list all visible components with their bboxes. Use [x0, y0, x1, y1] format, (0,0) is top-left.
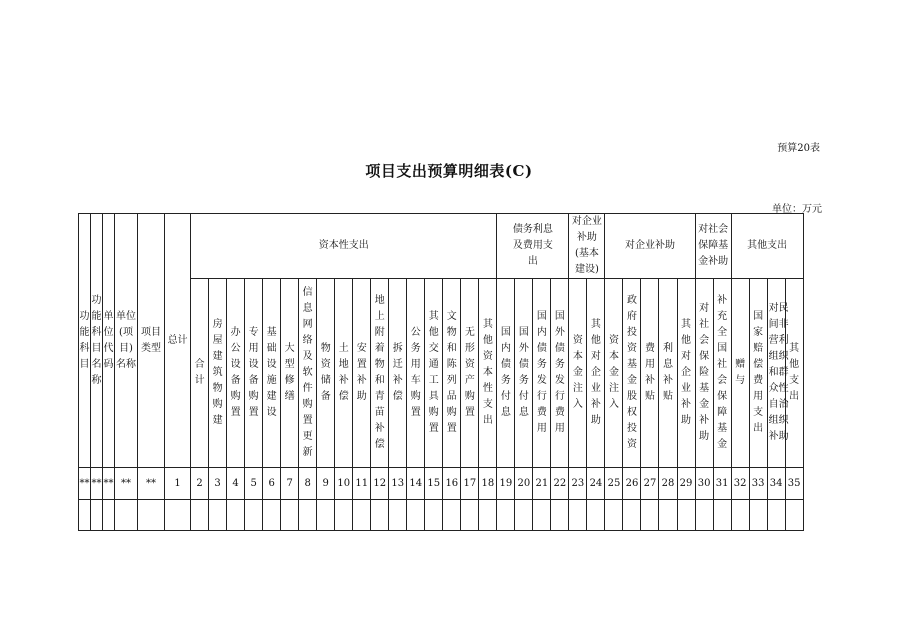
col-header-domestic-issuance: 国内债务发行费用: [533, 279, 551, 468]
empty-cell: [785, 500, 803, 531]
empty-cell: [461, 500, 479, 531]
empty-cell: [191, 500, 209, 531]
empty-cell: [551, 500, 569, 531]
empty-cell: [299, 500, 317, 531]
empty-cell: [497, 500, 515, 531]
code-cell: 9: [317, 468, 335, 500]
code-cell: 3: [209, 468, 227, 500]
code-cell: 5: [245, 468, 263, 500]
code-cell: 26: [623, 468, 641, 500]
col-header-donation: 赠与: [731, 279, 749, 468]
empty-cell: [515, 500, 533, 531]
code-cell: 8: [299, 468, 317, 500]
col-header-unit-code: 单位代码: [103, 214, 115, 468]
col-header-function-name: 功能科目名称: [91, 214, 103, 468]
col-header-foreign-interest: 国外债务付息: [515, 279, 533, 468]
col-header-interest-subsidy: 利息补贴: [659, 279, 677, 468]
empty-cell: [443, 500, 461, 531]
col-header-unit-name: 单位(项目)名称: [115, 214, 138, 468]
code-cell: 6: [263, 468, 281, 500]
col-header-other-enterprise: 其他对企业补助: [677, 279, 695, 468]
group-header-capital: 资本性支出: [191, 214, 497, 279]
col-header-other-expenditure: 其他支出: [785, 279, 803, 468]
code-cell: 20: [515, 468, 533, 500]
code-cell: 14: [407, 468, 425, 500]
col-header-other-transport: 其他交通工具购置: [425, 279, 443, 468]
empty-cell: [353, 500, 371, 531]
empty-cell: [587, 500, 605, 531]
col-header-special-equipment: 专用设备购置: [245, 279, 263, 468]
col-header-it-software: 信息网络及软件购置更新: [299, 279, 317, 468]
code-cell: 22: [551, 468, 569, 500]
col-header-infrastructure: 基础设施建设: [263, 279, 281, 468]
group-header-social-security: 对社会保障基金补助: [695, 214, 731, 279]
code-cell: 34: [767, 468, 785, 500]
empty-cell: [335, 500, 353, 531]
col-header-social-insurance: 对社会保险基金补助: [695, 279, 713, 468]
code-cell: 19: [497, 468, 515, 500]
empty-cell: [407, 500, 425, 531]
empty-cell: [91, 500, 103, 531]
empty-cell: [479, 500, 497, 531]
empty-cell: [623, 500, 641, 531]
code-cell: **: [79, 468, 91, 500]
col-header-state-compensation: 国家赔偿费用支出: [749, 279, 767, 468]
code-cell: 18: [479, 468, 497, 500]
code-cell: **: [91, 468, 103, 500]
form-number: 预算20表: [777, 143, 820, 154]
col-header-office-equipment: 办公设备购置: [227, 279, 245, 468]
code-cell: 27: [641, 468, 659, 500]
code-cell: 33: [749, 468, 767, 500]
col-header-domestic-interest: 国内债务付息: [497, 279, 515, 468]
col-header-major-repair: 大型修缮: [281, 279, 299, 468]
budget-detail-table: [78, 213, 822, 531]
empty-cell: [695, 500, 713, 531]
code-cell: 17: [461, 468, 479, 500]
empty-cell: [569, 500, 587, 531]
empty-cell: [677, 500, 695, 531]
col-header-nonprofit-subsidy: 对民间非营利组织和群众性自治组织补助: [767, 279, 785, 468]
col-header-resettlement: 安置补助: [353, 279, 371, 468]
empty-cell: [713, 500, 731, 531]
empty-cell: [227, 500, 245, 531]
col-header-foreign-issuance: 国外债务发行费用: [551, 279, 569, 468]
col-header-cultural-relics: 文物和陈列品购置: [443, 279, 461, 468]
col-header-expense-subsidy: 费用补贴: [641, 279, 659, 468]
code-cell: 12: [371, 468, 389, 500]
col-header-land-compensation: 土地补偿: [335, 279, 353, 468]
col-header-other-enterprise-construction: 其他对企业补助: [587, 279, 605, 468]
empty-cell: [425, 500, 443, 531]
code-cell: 2: [191, 468, 209, 500]
code-cell: 16: [443, 468, 461, 500]
empty-cell: [263, 500, 281, 531]
col-header-intangible-assets: 无形资产购置: [461, 279, 479, 468]
empty-cell: [115, 500, 138, 531]
empty-cell: [79, 500, 91, 531]
empty-cell: [767, 500, 785, 531]
header-row-groups: [79, 214, 822, 279]
column-code-row: [79, 468, 822, 500]
code-cell: 32: [731, 468, 749, 500]
col-header-building: 房屋建筑物购建: [209, 279, 227, 468]
empty-cell: [371, 500, 389, 531]
code-cell: 29: [677, 468, 695, 500]
code-cell: **: [115, 468, 138, 500]
code-cell: 23: [569, 468, 587, 500]
code-cell: **: [138, 468, 165, 500]
col-header-function-code: 功能科目: [79, 214, 91, 468]
empty-cell: [389, 500, 407, 531]
empty-cell: [533, 500, 551, 531]
code-cell: 4: [227, 468, 245, 500]
empty-cell: [749, 500, 767, 531]
empty-cell: [317, 500, 335, 531]
code-cell: 24: [587, 468, 605, 500]
empty-cell: [281, 500, 299, 531]
header-row-subcolumns: [79, 279, 822, 468]
code-cell: 31: [713, 468, 731, 500]
empty-cell: [165, 500, 191, 531]
group-header-enterprise-construction: 对企业补助(基本建设): [569, 214, 605, 279]
group-header-other-expense: 其他支出: [731, 214, 803, 279]
code-cell: 21: [533, 468, 551, 500]
empty-cell: [138, 500, 165, 531]
col-header-official-vehicle: 公务用车购置: [407, 279, 425, 468]
document-title: 项目支出预算明细表(C): [365, 162, 533, 180]
col-header-capital-total: 合计: [191, 279, 209, 468]
col-header-attachments-crops: 地上附着物和青苗补偿: [371, 279, 389, 468]
code-cell: 25: [605, 468, 623, 500]
empty-cell: [605, 500, 623, 531]
col-header-total: 总计: [165, 214, 191, 468]
code-cell: **: [103, 468, 115, 500]
code-cell: 28: [659, 468, 677, 500]
blank-data-row: [79, 500, 822, 531]
code-cell: 1: [165, 468, 191, 500]
code-cell: 35: [785, 468, 803, 500]
code-cell: 10: [335, 468, 353, 500]
col-header-project-type: 项目类型: [138, 214, 165, 468]
col-header-material-reserve: 物资储备: [317, 279, 335, 468]
col-header-gov-fund-equity: 政府投资基金股权投资: [623, 279, 641, 468]
empty-cell: [245, 500, 263, 531]
group-header-enterprise-subsidy: 对企业补助: [605, 214, 695, 279]
empty-cell: [103, 500, 115, 531]
col-header-capital-injection-construction: 资本金注入: [569, 279, 587, 468]
code-cell: 11: [353, 468, 371, 500]
code-cell: 30: [695, 468, 713, 500]
col-header-demolition: 拆迁补偿: [389, 279, 407, 468]
code-cell: 15: [425, 468, 443, 500]
empty-cell: [659, 500, 677, 531]
empty-cell: [209, 500, 227, 531]
col-header-other-capital: 其他资本性支出: [479, 279, 497, 468]
col-header-national-ss-fund: 补充全国社会保障基金: [713, 279, 731, 468]
empty-cell: [731, 500, 749, 531]
group-header-debt-interest: 债务利息及费用支出: [497, 214, 569, 279]
col-header-capital-injection: 资本金注入: [605, 279, 623, 468]
code-cell: 7: [281, 468, 299, 500]
empty-cell: [641, 500, 659, 531]
code-cell: 13: [389, 468, 407, 500]
unit-label: 单位：万元: [772, 204, 822, 215]
